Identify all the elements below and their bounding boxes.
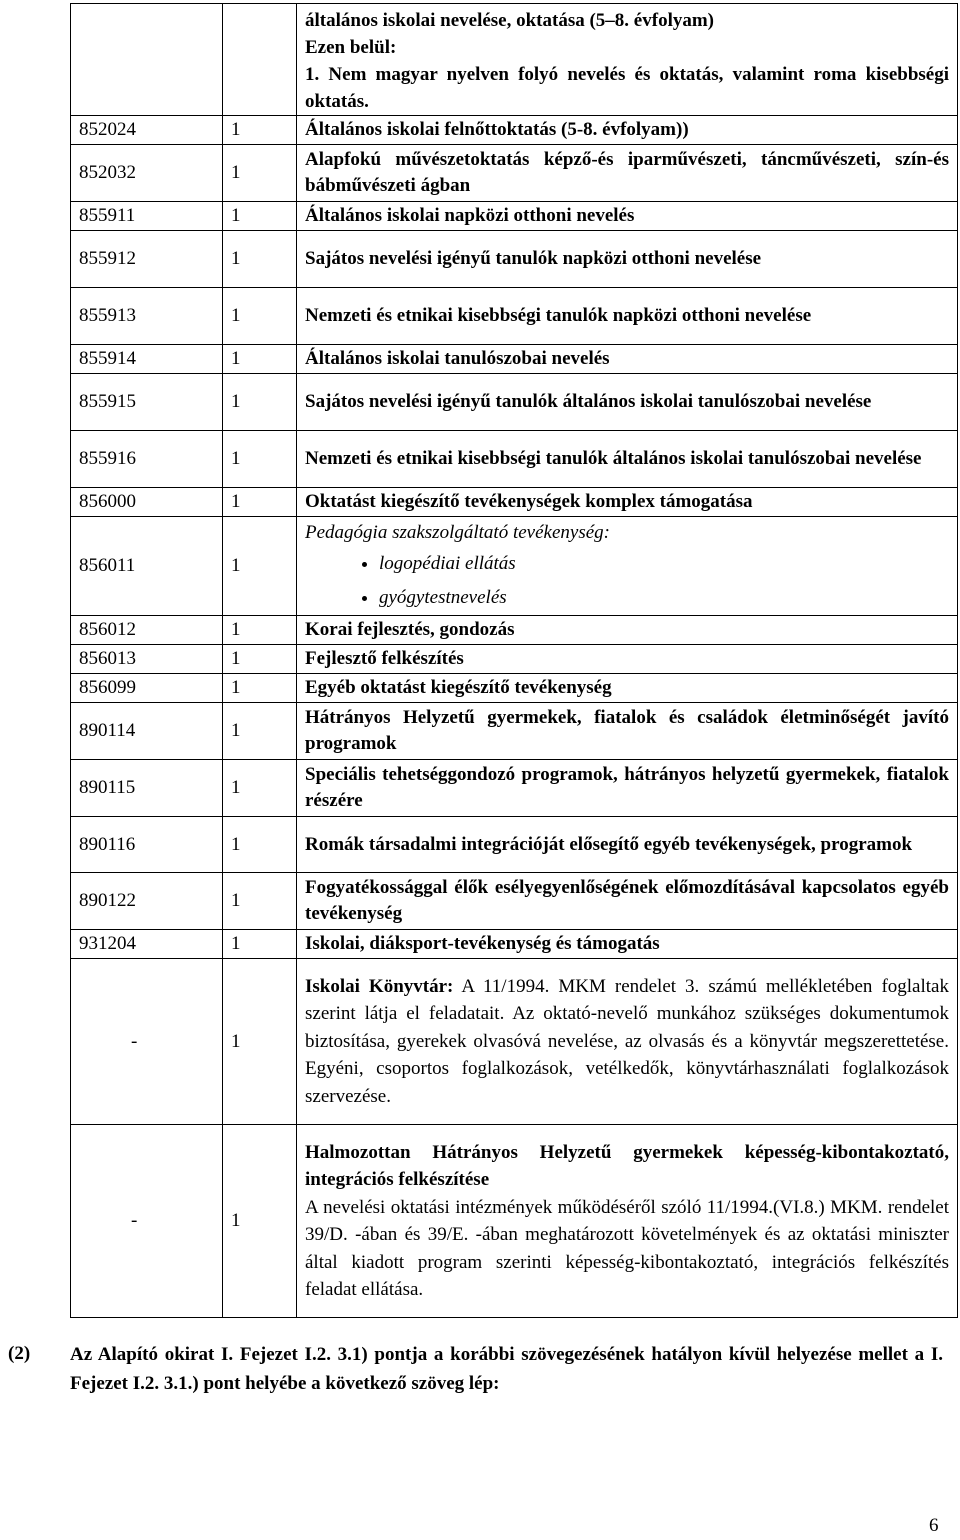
row-num: 1 [223,345,297,374]
table-row [71,645,958,674]
table-row [71,616,958,645]
row-code: 852032 [71,145,223,202]
row-code: 855913 [71,288,223,345]
row-num: 1 [223,703,297,760]
table-row [71,517,958,616]
row-description: Általános iskolai tanulószobai nevelés [297,345,958,374]
table-row [71,930,958,959]
list-item: • gyógytestnevelés [379,581,949,615]
row-description: Oktatást kiegészítő tevékenységek komplex támogatása [297,488,958,517]
hh-title: Halmozottan Hátrányos Helyzetű gyermekek képesség-kibontakoztató, integrációs felkészítése [305,1141,949,1190]
ped-list [305,547,949,615]
row-num: 1 [223,674,297,703]
top-row-line3: 1. Nem magyar nyelven folyó nevelés és oktatás, valamint roma kisebbségi oktatás. [305,64,949,112]
row-num: 1 [223,760,297,817]
row-description: Sajátos nevelési igényű tanulók napközi otthoni nevelése [297,231,958,288]
row-code: 856099 [71,674,223,703]
row-description: Nemzeti és etnikai kisebbségi tanulók általános iskolai tanulószobai nevelése [297,431,958,488]
table-row [71,703,958,760]
row-num: 1 [223,1125,297,1318]
ped-heading: Pedagógia szakszolgáltató tevékenység: [305,522,610,543]
row-num: 1 [223,202,297,231]
table-row [71,231,958,288]
row-description: Nemzeti és etnikai kisebbségi tanulók napközi otthoni nevelése [297,288,958,345]
row-num: 1 [223,288,297,345]
row-code: 856000 [71,488,223,517]
row-num: 1 [223,488,297,517]
row-code: 855911 [71,202,223,231]
row-description: Hátrányos Helyzetű gyermekek, fiatalok és családok életminőségét javító programok [297,703,958,760]
row-num: 1 [223,116,297,145]
row-num: 1 [223,145,297,202]
row-num: 1 [223,645,297,674]
row-code: 890115 [71,760,223,817]
table-row [71,760,958,817]
row-code: 890114 [71,703,223,760]
row-code: 855912 [71,231,223,288]
table-row [71,959,958,1125]
table-row [71,4,958,116]
row-description: Fejlesztő felkészítés [297,645,958,674]
table-row [71,116,958,145]
table-row [71,345,958,374]
footer-text: Az Alapító okirat I. Fejezet I.2. 3.1) pontja a korábbi szövegezésének hatályon kívül helyezése mellet a I. Fejezet I.2. 3.1.) pont helyébe a következő szöveg lép: [70,1344,943,1394]
row-num: 1 [223,517,297,616]
top-row-line2: Ezen belül: [305,37,397,58]
row-code: 931204 [71,930,223,959]
top-row-line1: általános iskolai nevelése, oktatása (5–8. évfolyam) [305,10,715,31]
row-description: Alapfokú művészetoktatás képző-és iparművészeti, táncművészeti, szín-és bábművészeti ágban [297,145,958,202]
list-item: • logopédiai ellátás [379,547,949,581]
table-row [71,488,958,517]
hh-text: A nevelési oktatási intézmények működéséről szóló 11/1994.(VI.8.) MKM. rendelet 39/D. -ában és 39/E. -ában meghatározott követelmények és az oktatási miniszter által kiadott program szerinti képesség-kibontakoztató, integrációs felkészítés feladat ellátása. [305,1196,949,1300]
activity-table [70,3,958,1318]
row-code: - [71,959,223,1125]
row-num: 1 [223,817,297,873]
row-description: Korai fejlesztés, gondozás [297,616,958,645]
table-row [71,817,958,873]
row-code: 852024 [71,116,223,145]
footer-label: (2) [8,1343,31,1364]
row-description: Iskolai, diáksport-tevékenység és támogatás [297,930,958,959]
row-num: 1 [223,231,297,288]
page-number: 6 [929,1515,939,1536]
row-code: 855914 [71,345,223,374]
table-row [71,288,958,345]
row-num: 1 [223,959,297,1125]
table-row [71,674,958,703]
row-description: Speciális tehetséggondozó programok, hátrányos helyzetű gyermekek, fiatalok részére [297,760,958,817]
row-code: 890122 [71,873,223,930]
row-code: 855916 [71,431,223,488]
table-row [71,1125,958,1318]
row-code: 856013 [71,645,223,674]
row-code: 856011 [71,517,223,616]
row-code: - [71,1125,223,1318]
row-description: Sajátos nevelési igényű tanulók általános iskolai tanulószobai nevelése [297,374,958,431]
row-description: Egyéb oktatást kiegészítő tevékenység [297,674,958,703]
library-text: A 11/1994. MKM rendelet 3. számú mellékletében foglaltak szerint látja el feladatait. Az oktató-nevelő munkához szükséges dokumentumok biztosítása, gyerekek olvasóvá nevelése, az olvasás és a könyvtár megszerettetése. Egyéni, csoportos foglalkozások, vetélkedők, könyvtárhasználati foglalkozások szervezése. [305,975,949,1107]
row-code: 890116 [71,817,223,873]
row-description: Általános iskolai felnőttoktatás (5-8. évfolyam)) [297,116,958,145]
library-title: Iskolai Könyvtár: [305,975,454,997]
row-num: 1 [223,930,297,959]
row-description: Általános iskolai napközi otthoni nevelés [297,202,958,231]
table-row [71,374,958,431]
row-code: 855915 [71,374,223,431]
table-row [71,873,958,930]
row-description: Romák társadalmi integrációját elősegítő egyéb tevékenységek, programok [297,817,958,873]
row-num: 1 [223,616,297,645]
row-description: Fogyatékossággal élők esélyegyenlőségének előmozdításával kapcsolatos egyéb tevékenység [297,873,958,930]
row-code: 856012 [71,616,223,645]
row-num: 1 [223,431,297,488]
row-num: 1 [223,873,297,930]
table-row [71,431,958,488]
table-row [71,145,958,202]
table-row [71,202,958,231]
row-num: 1 [223,374,297,431]
